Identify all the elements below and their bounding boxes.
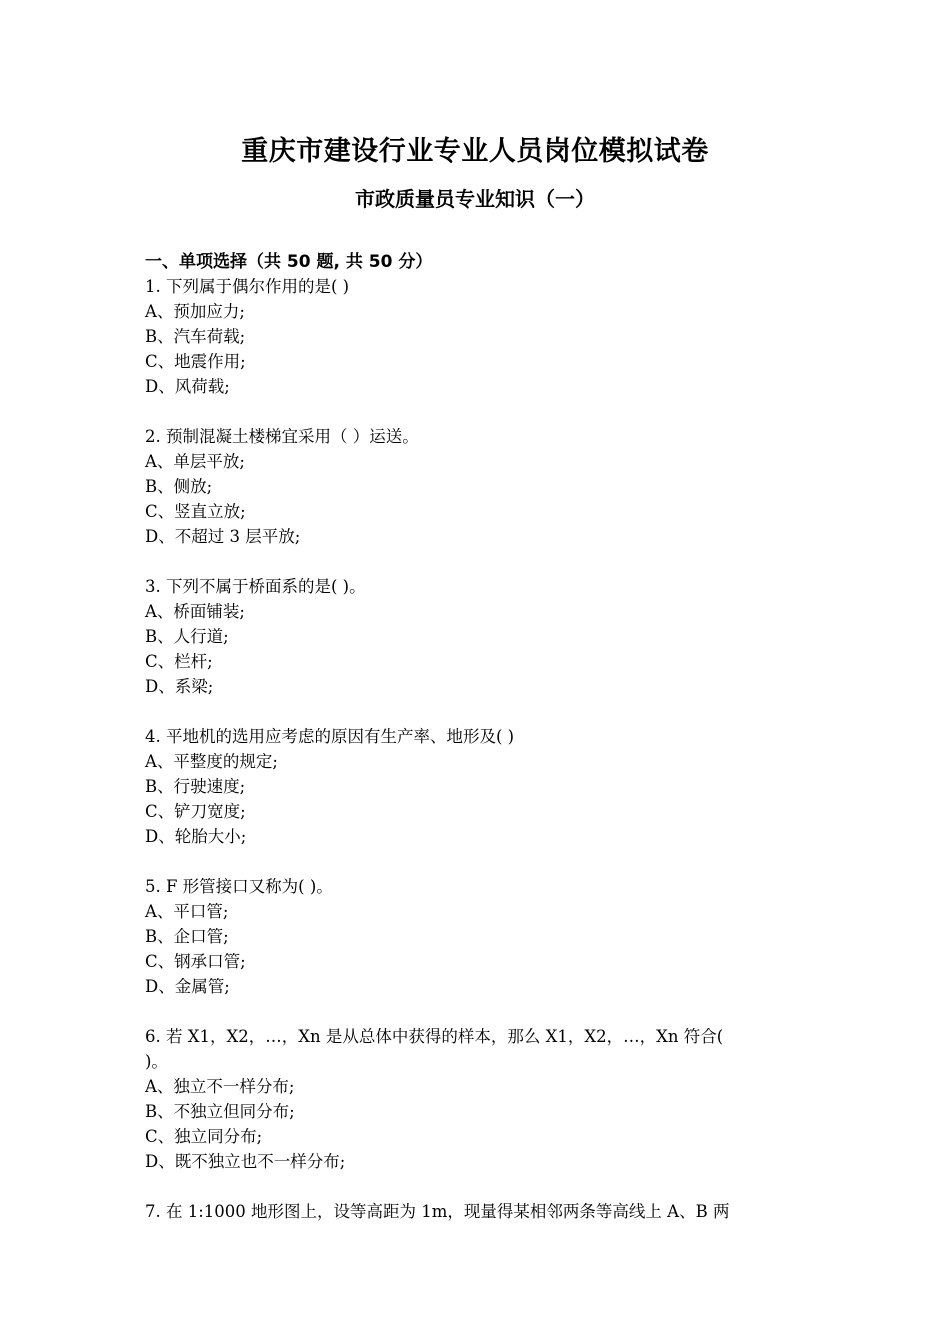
question-stem: 7. 在 1:1000 地形图上，设等高距为 1m，现量得某相邻两条等高线上 A、B 两: [145, 1202, 730, 1221]
question-stem-continued: )。: [145, 1052, 168, 1071]
question-5: [145, 874, 795, 999]
question-3: [145, 574, 795, 699]
option-a: A、桥面铺装;: [145, 602, 245, 621]
document-title: 重庆市建设行业专业人员岗位模拟试卷: [241, 136, 709, 167]
option-a: A、平口管;: [145, 902, 229, 921]
option-d: D、风荷载;: [145, 377, 230, 396]
document-subtitle: 市政质量员专业知识（一）: [355, 187, 595, 211]
question-7: [145, 1199, 795, 1224]
question-list: [145, 274, 795, 1249]
option-a: A、独立不一样分布;: [145, 1077, 295, 1096]
option-a: A、预加应力;: [145, 302, 245, 321]
option-a: A、平整度的规定;: [145, 752, 278, 771]
question-stem: 1. 下列属于偶尔作用的是( ): [145, 277, 350, 296]
question-stem: 4. 平地机的选用应考虑的原因有生产率、地形及( ): [145, 727, 515, 746]
question-4: [145, 724, 795, 849]
option-d: D、系梁;: [145, 677, 214, 696]
option-c: C、钢承口管;: [145, 952, 246, 971]
question-stem: 3. 下列不属于桥面系的是( )。: [145, 577, 366, 596]
question-6: [145, 1024, 795, 1174]
section-heading: 一、单项选择（共 50 题, 共 50 分）: [145, 252, 433, 272]
option-b: B、行驶速度;: [145, 777, 246, 796]
question-stem: 6. 若 X1，X2，…，Xn 是从总体中获得的样本，那么 X1，X2，…，Xn 符合(: [145, 1027, 724, 1046]
option-d: D、既不独立也不一样分布;: [145, 1152, 346, 1171]
question-stem: 2. 预制混凝土楼梯宜采用（ ）运送。: [145, 427, 419, 446]
option-d: D、不超过 3 层平放;: [145, 527, 301, 546]
option-c: C、竖直立放;: [145, 502, 246, 521]
option-a: A、单层平放;: [145, 452, 245, 471]
option-c: C、铲刀宽度;: [145, 802, 246, 821]
option-c: C、地震作用;: [145, 352, 246, 371]
option-d: D、轮胎大小;: [145, 827, 247, 846]
question-2: [145, 424, 795, 549]
option-d: D、金属管;: [145, 977, 230, 996]
question-1: [145, 274, 795, 399]
question-stem: 5. F 形管接口又称为( )。: [145, 877, 333, 896]
option-b: B、企口管;: [145, 927, 229, 946]
option-b: B、侧放;: [145, 477, 213, 496]
option-b: B、人行道;: [145, 627, 229, 646]
option-b: B、汽车荷载;: [145, 327, 246, 346]
option-b: B、不独立但同分布;: [145, 1102, 295, 1121]
option-c: C、独立同分布;: [145, 1127, 263, 1146]
option-c: C、栏杆;: [145, 652, 213, 671]
